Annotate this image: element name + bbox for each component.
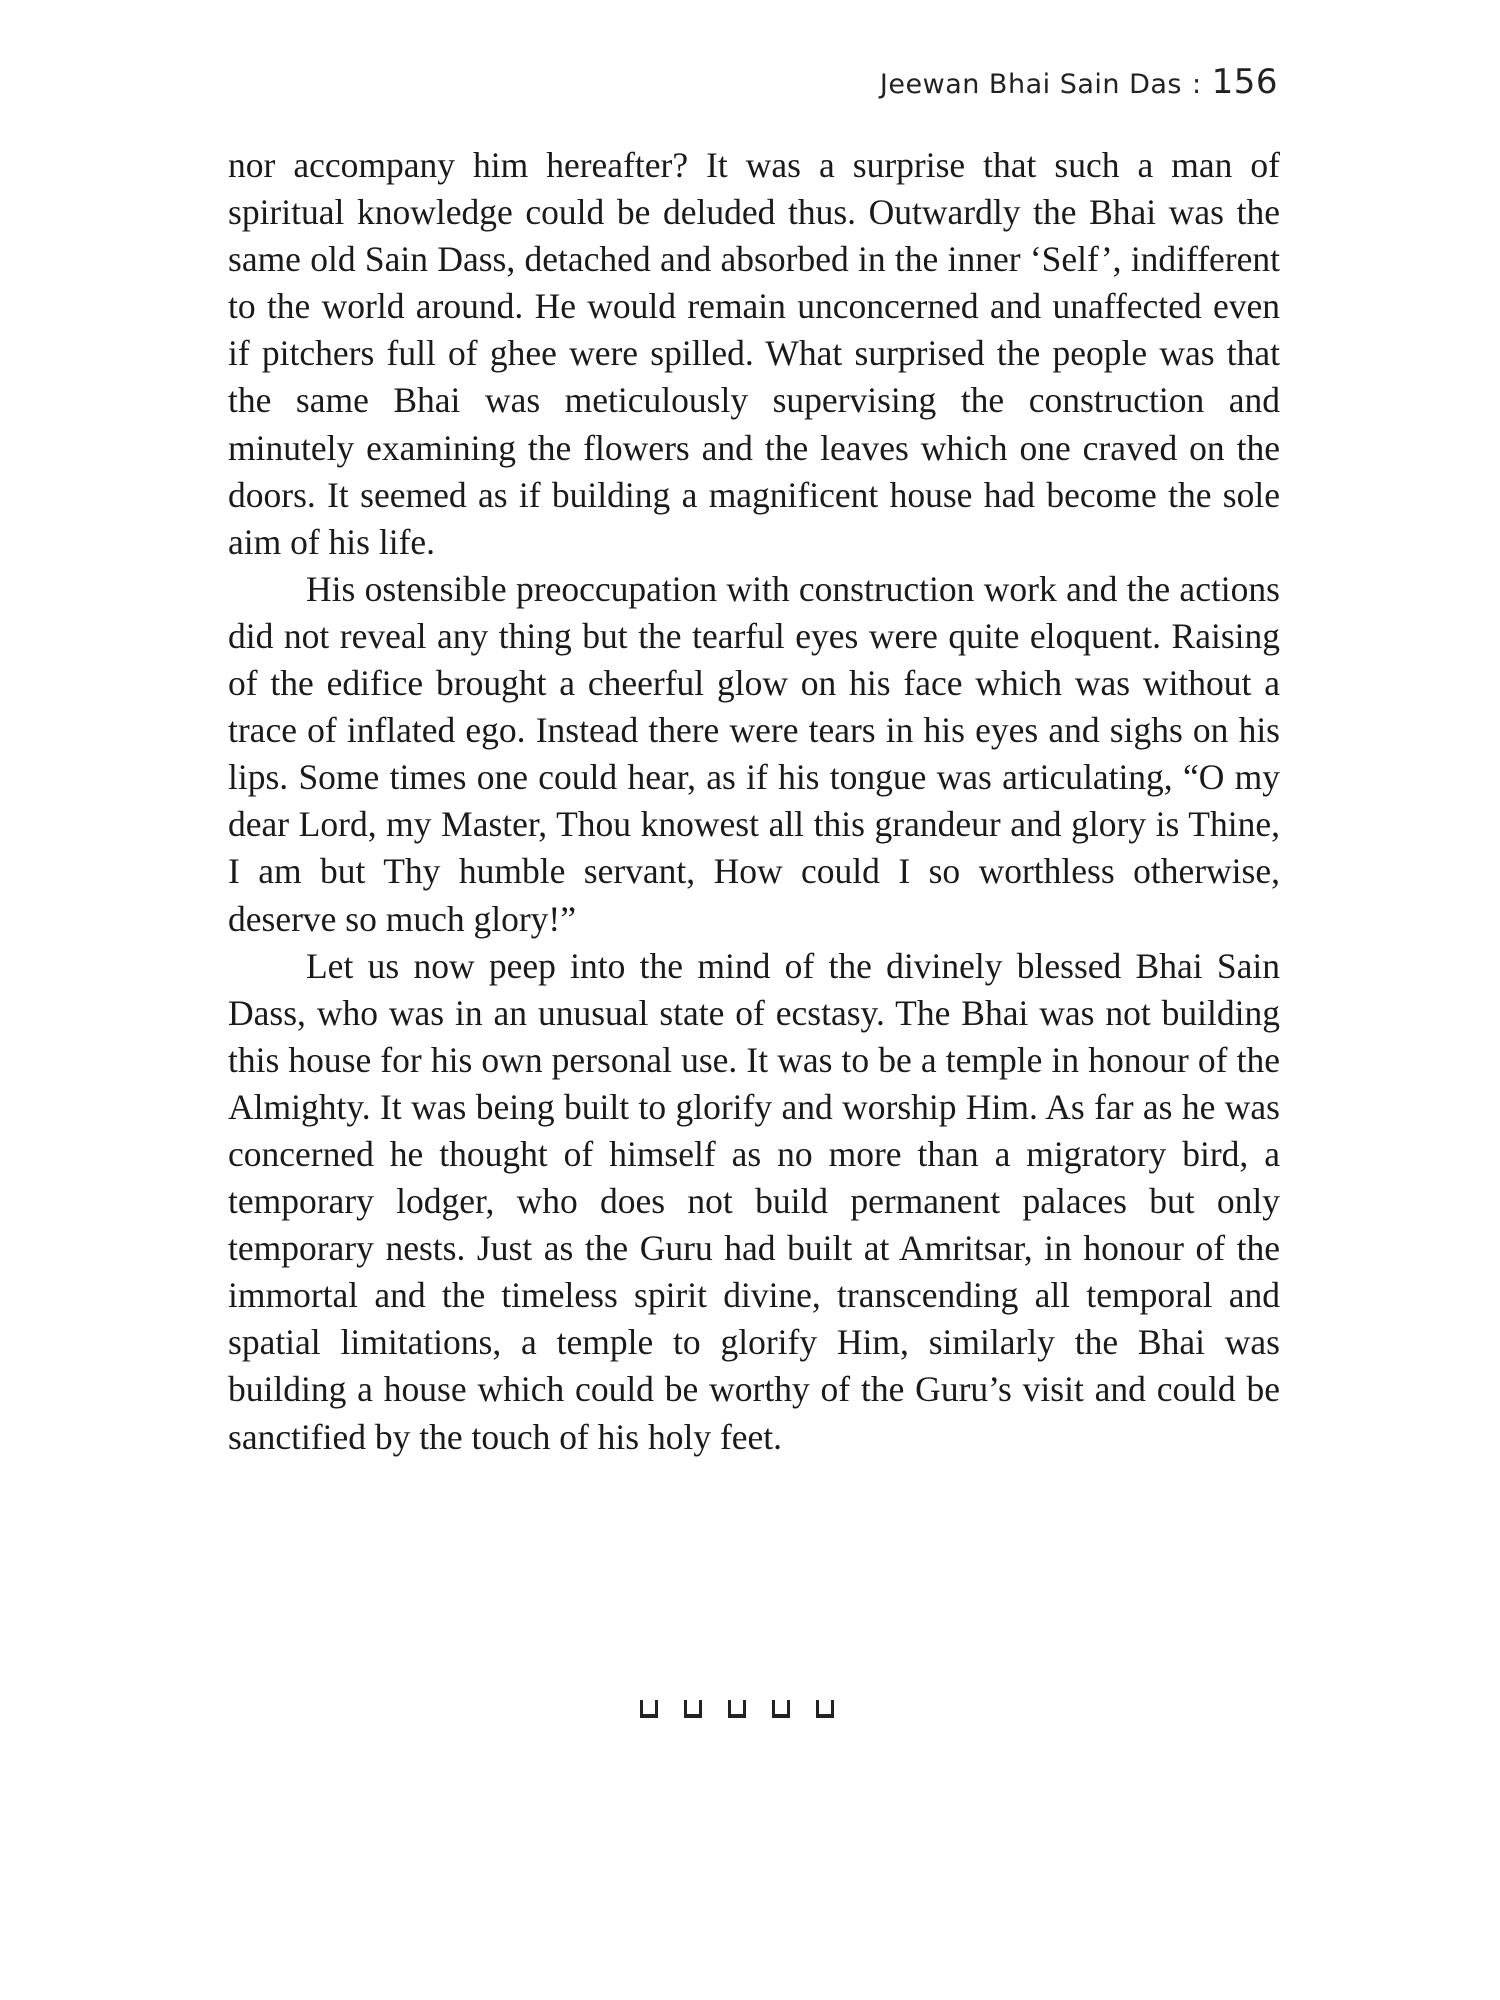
header-separator: : [1191, 69, 1202, 100]
paragraph-1: nor accompany him hereafter? It was a surprise that such a man of spiritual knowledge could be deluded thus. Outwardly the Bhai was the same old Sain Dass, detached and absorbed in the inner ‘Self’, indifferent to the world around. He would remain unconcerned and unaffected even if pitchers full of ghee were spilled. What surprised the people was that the same Bhai was meticulously supervising the construction and minutely examining the flowers and the leaves which one craved on the doors. It seemed as if building a magnificent house had become the sole aim of his life. [228, 145, 1280, 562]
running-title: Jeewan Bhai Sain Das [879, 69, 1182, 100]
paragraph-3: Let us now peep into the mind of the divinely blessed Bhai Sain Dass, who was in an unusual state of ecstasy. The Bhai was not building this house for his own personal use. It was to be a temple in honour of the Almighty. It was being built to glorify and worship Him. As far as he was concerned he thought of himself as no more than a migratory bird, a temporary lodger, who does not build permanent palaces but only temporary nests. Just as the Guru had built at Amritsar, in honour of the immortal and the timeless spirit divine, transcending all temporal and spatial limitations, a temple to glorify Him, similarly the Bhai was building a house which could be worthy of the Guru’s visit and could be sanctified by the touch of his holy feet. [228, 945, 1280, 1457]
box-glyph-icon [684, 1700, 702, 1718]
box-glyph-icon [728, 1700, 746, 1718]
box-glyph-icon [816, 1700, 834, 1718]
body-text [228, 142, 1280, 1461]
paragraph-2: His ostensible preoccupation with construction work and the actions did not reveal any thing but the tearful eyes were quite eloquent. Raising of the edifice brought a cheerful glow on his face which was without a trace of inflated ego. Instead there were tears in his eyes and sighs on his lips. Some times one could hear, as if his tongue was articulating, “O my dear Lord, my Master, Thou knowest all this grandeur and glory is Thine, I am but Thy humble servant, How could I so worthless otherwise, deserve so much glory!” [228, 568, 1280, 939]
end-ornament [640, 1700, 834, 1718]
running-header [880, 62, 1278, 102]
page-number: 156 [1211, 62, 1278, 102]
box-glyph-icon [640, 1700, 658, 1718]
box-glyph-icon [772, 1700, 790, 1718]
